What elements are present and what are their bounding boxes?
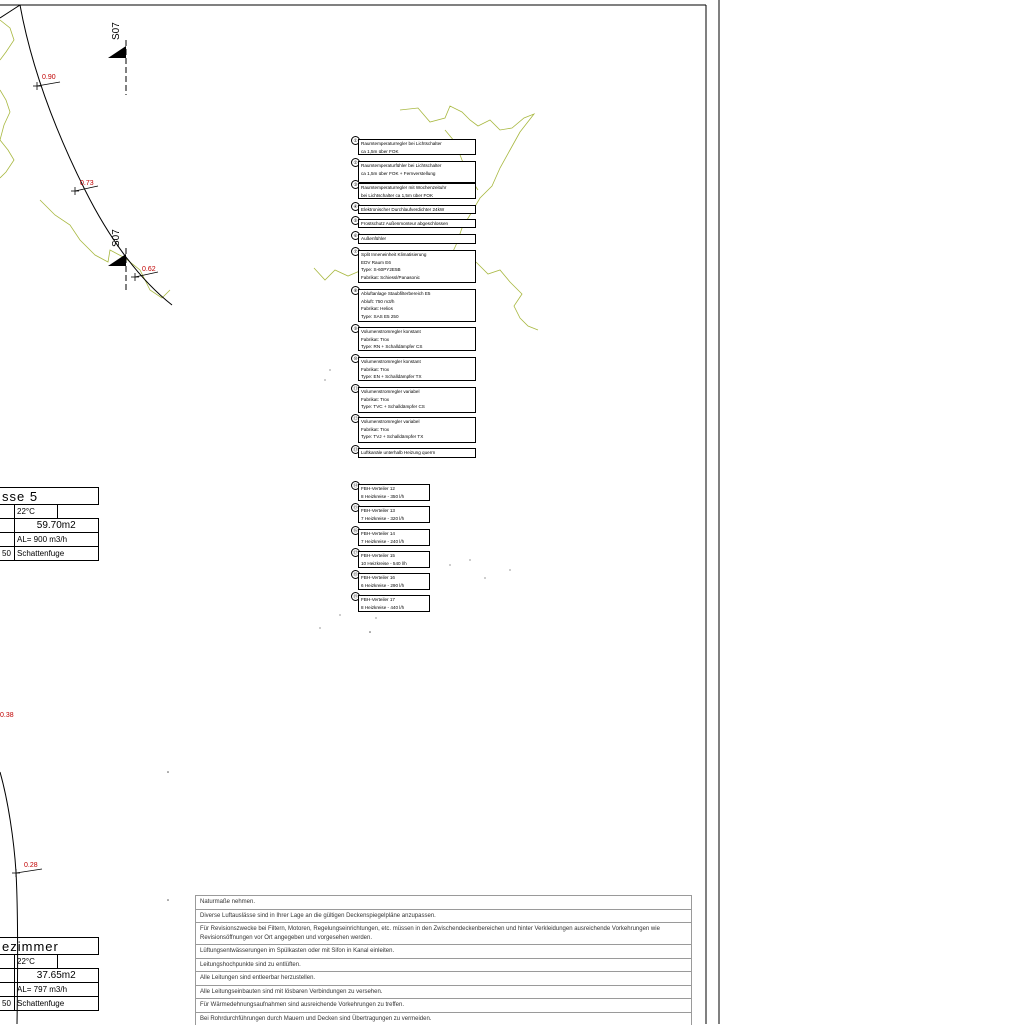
legend-entry (358, 357, 476, 381)
room-joint: Schattenfuge (15, 547, 99, 561)
note-line: Alle Leitungseinbauten sind mit lösbaren Verbindungen zu versehen. (195, 985, 692, 999)
legend-number: ⑪ (351, 384, 360, 393)
legend-entry (358, 448, 476, 458)
note-line: Für Revisionszwecke bei Filtern, Motoren, Regelungseinrichtungen, etc. müssen in den Zwischendeckenbereichen und hinter Verkleidungen ausreichende Vorkehrungen wie Revisionsöffnungen vor Ort angegeben und vorgesehen werden. (195, 922, 692, 944)
room-stamp (0, 937, 99, 1011)
legend-line: 7 Heizkreise - 320 l/h (361, 515, 427, 523)
legend-number: ② (351, 158, 360, 167)
legend-line: Frostschutz Außenmonteur abgeschlossen (361, 220, 473, 228)
legend-number: ⑥ (351, 231, 360, 240)
room-code: 50 (0, 547, 15, 561)
legend-line: 7 Heizkreise - 240 l/h (361, 538, 427, 546)
contour-bottom-left (40, 200, 170, 298)
legend-line: Raumtemperaturregler mit Wochenzeituhr (361, 184, 473, 192)
legend-line: Type: SAS E5 250 (361, 313, 473, 321)
legend-line: FBH-Verteiler 16 (361, 574, 427, 582)
legend-line: 8 Heizkreise - 440 l/h (361, 604, 427, 612)
section-label: S07 (111, 229, 122, 247)
room-area: 59.70m2 (15, 519, 99, 533)
legend-line: Volumenstromregler variabel (361, 388, 473, 396)
note-line: Für Wärmedehnungsaufnahmen sind ausreichende Vorkehrungen zu treffen. (195, 998, 692, 1012)
curved-wall-top-inner (0, 5, 20, 18)
legend-line: Fabrikat: Trox (361, 366, 473, 374)
elevation-ticks (12, 82, 158, 877)
legend-line: FBH-Verteiler 15 (361, 552, 427, 560)
legend-line: Fabrikat: Trox (361, 396, 473, 404)
legend-number: ⑯ (351, 526, 360, 535)
legend-line: 10 Heizkreise - 540 l/h (361, 560, 427, 568)
legend-line: FBH-Verteiler 13 (361, 507, 427, 515)
legend-line: 6 Heizkreise - 290 l/h (361, 582, 427, 590)
legend-line: FBH-Verteiler 14 (361, 530, 427, 538)
legend-line: Raumtemperaturregler bei Lichtschalter (361, 140, 473, 148)
legend-number: ⑨ (351, 324, 360, 333)
legend-entry (358, 327, 476, 351)
legend-entry (358, 205, 476, 214)
legend-number: ⑤ (351, 216, 360, 225)
legend-entry (358, 289, 476, 322)
elevation-label: 0.62 (142, 266, 156, 273)
legend-number: ⑩ (351, 354, 360, 363)
legend-line: Volumenstromregler variabel (361, 418, 473, 426)
room-name: ezimmer (0, 938, 98, 955)
legend-line: Type: S-60PY2E5B (361, 266, 473, 274)
legend-line: EDV Raum E6 (361, 259, 473, 267)
legend-number: ⑦ (351, 247, 360, 256)
general-notes (195, 895, 692, 1025)
section-marker-1 (108, 40, 126, 95)
legend-entry (358, 595, 430, 612)
legend-entry (358, 183, 476, 199)
elevation-label: 0.73 (80, 180, 94, 187)
room-temperature: 22°C (15, 955, 58, 969)
note-line: Naturmaße nehmen. (195, 895, 692, 909)
section-label: S07 (111, 22, 122, 40)
contour-left-2 (0, 20, 14, 60)
legend-line: ca 1,5m über FOK (361, 148, 473, 156)
contour-left (0, 90, 14, 178)
legend-entry (358, 573, 430, 590)
elevation-label: 0.38 (0, 712, 14, 719)
legend-line: ca 1,5m über FOK + Fernverstellung (361, 170, 473, 178)
note-line: Bei Rohrdurchführungen durch Mauern und Decken sind Übertragungen zu vermeiden. (195, 1012, 692, 1025)
legend-line: Luftkanäle unterhalb Heizung querrn (361, 449, 473, 457)
legend-line: Fabrikat: Schiessl/Panasonic (361, 274, 473, 282)
legend-line: Elektronischer Durchlaufverdichter 24kW (361, 206, 473, 214)
room-stamp (0, 487, 99, 561)
note-line: Alle Leitungen sind entleerbar herzustellen. (195, 971, 692, 985)
legend-line: Außenfühler (361, 235, 473, 243)
legend-number: ⑬ (351, 445, 360, 454)
legend-line: Type: TVJ + Schalldämpfer TX (361, 433, 473, 441)
note-line: Lüftungsentwässerungen im Spülkasten oder mit Sifon in Kanal einleiten. (195, 944, 692, 958)
legend-number: ⑮ (351, 503, 360, 512)
elevation-label: 0.28 (24, 862, 38, 869)
note-line: Leitungshochpunkte sind zu entlüften. (195, 958, 692, 972)
legend-number: ⑱ (351, 570, 360, 579)
legend-entry (358, 234, 476, 244)
legend-line: Type: EN + Schalldämpfer TX (361, 373, 473, 381)
contour-center-2 (476, 262, 538, 330)
legend-line: Abluftanlage Staubfilterbereich E5 (361, 290, 473, 298)
legend-number: ⑲ (351, 592, 360, 601)
legend-number: ⑧ (351, 286, 360, 295)
legend-entry (358, 161, 476, 183)
legend-number: ④ (351, 202, 360, 211)
legend-entry (358, 551, 430, 568)
legend-line: FBH-Verteiler 12 (361, 485, 427, 493)
legend-number: ① (351, 136, 360, 145)
note-line: Diverse Luftauslässe sind in Ihrer Lage an die gültigen Deckenspiegelpläne anzupassen. (195, 909, 692, 923)
legend-line: Split Inneneinheit Klimatisierung (361, 251, 473, 259)
legend-entry (358, 387, 476, 413)
legend-entry (358, 250, 476, 283)
elevation-label: 0.90 (42, 74, 56, 81)
legend-line: Fabrikat: Helios (361, 305, 473, 313)
room-code: 50 (0, 997, 15, 1011)
legend-number: ⑫ (351, 414, 360, 423)
legend-line: Raumtemperaturfühler bei Lichtschalter (361, 162, 473, 170)
room-name: sse 5 (0, 488, 98, 505)
legend-line: Volumenstromregler konstant (361, 328, 473, 336)
legend-line: 8 Heizkreise - 350 l/h (361, 493, 427, 501)
legend-entry (358, 529, 430, 546)
room-joint: Schattenfuge (15, 997, 99, 1011)
room-airflow: AL= 900 m3/h (15, 533, 99, 547)
legend-entry (358, 219, 476, 228)
legend-line: Volumenstromregler konstant (361, 358, 473, 366)
legend-number: ③ (351, 180, 360, 189)
legend-entry (358, 506, 430, 523)
legend-entry (358, 417, 476, 443)
room-temperature: 22°C (15, 505, 58, 519)
legend-number: ⑰ (351, 548, 360, 557)
curved-wall-top (20, 5, 172, 305)
legend-line: FBH-Verteiler 17 (361, 596, 427, 604)
legend-line: Fabrikat: Trox (361, 336, 473, 344)
legend-line: Fabrikat: Trox (361, 426, 473, 434)
room-airflow: AL= 797 m3/h (15, 983, 99, 997)
legend-entry (358, 139, 476, 155)
legend-line: Type: RN + Schalldämpfer CS (361, 343, 473, 351)
room-area: 37.65m2 (15, 969, 99, 983)
legend-line: Type: TVC + Schalldämpfer CS (361, 403, 473, 411)
legend-line: bei Lichtschalter ca 1,5m über FOK (361, 192, 473, 200)
legend-entry (358, 484, 430, 501)
legend-line: Abluft: 750 m3/h (361, 298, 473, 306)
legend-number: ⑭ (351, 481, 360, 490)
